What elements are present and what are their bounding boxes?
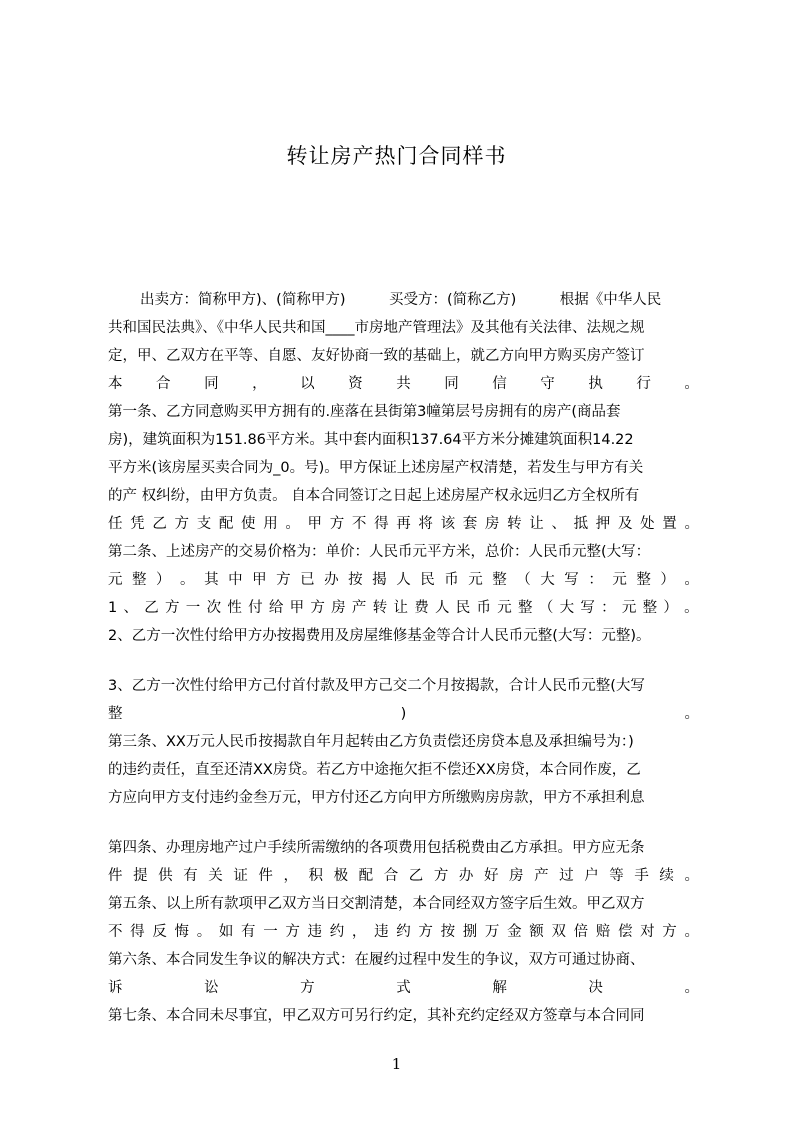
text-token: 甲 [307,516,323,532]
text-token: 产 [351,600,367,616]
text-token: 、 [551,516,566,532]
text-token: 写 [564,572,579,588]
text-token: 对 [640,924,655,940]
text-token: 已 [300,572,315,588]
text-token: 整 [642,600,658,616]
text-token: 转 [507,516,522,532]
text-token: 处 [640,516,655,532]
text-token: 不 [108,924,123,940]
text-token: 偿 [617,924,633,940]
text-token: 中 [228,572,243,588]
text-token: ） [660,572,675,588]
text-token: 元 [468,572,483,588]
text-token: 以 [300,376,315,392]
text-token: 方 [433,868,449,884]
paragraph-gap [108,650,699,672]
text-token: 次 [206,600,222,616]
justified-text-line [108,594,699,622]
text-token: 诉 [108,980,123,996]
text-token: 违 [307,924,323,940]
text-token: 套 [462,516,478,532]
text-token: 等 [609,868,624,884]
text-line: 的产 权纠纷，由甲方负责。 自本合同签订之日起上述房屋产权永远归乙方全权所有 [108,488,640,504]
text-token: 。 [684,868,699,884]
text-token: 不 [351,516,367,532]
text-line: 第四条、办理房地产过户手续所需缴纳的各项费用包括税费由乙方承担。甲方应无条 [108,840,645,856]
text-token: 违 [374,924,389,940]
text-token: 押 [595,516,611,532]
page-number: 1 [391,1055,402,1073]
text-token: 金 [507,924,522,940]
text-token: 其 [204,572,219,588]
text-token: 支 [196,516,212,532]
text-token: 人 [396,572,411,588]
text-token: 式 [396,980,411,996]
text-token: 转 [372,600,388,616]
text-token: 件 [258,868,273,884]
text-token: 方 [329,516,345,532]
text-token: 。 [684,980,699,996]
text-token: 同 [204,376,219,392]
text-token: 配 [218,516,234,532]
text-token: 行 [636,376,651,392]
text-token: 。 [684,376,699,392]
text-line: 第一条、乙方同意购买甲方拥有的.座落在县街第3幢第层号房拥有的房产(商品套 [108,404,621,420]
justified-text-line [108,974,699,1002]
text-token: 关 [208,868,223,884]
text-token: 约 [329,924,345,940]
text-token: 乙 [152,516,167,532]
text-token: 万 [484,924,500,940]
text-line: 第二条、上述房产的交易价格为：单价：人民币元平方米，总价：人民币元整(大写： [108,544,651,560]
text-line: 第六条、本合同发生争议的解决方式：在履约过程中发生的争议，双方可通过协商、 [108,952,645,968]
text-token: 合 [156,376,171,392]
text-token: 方 [662,924,677,940]
text-token: 极 [333,868,349,884]
text-token: 。 [684,706,699,722]
text-token: 给 [268,600,284,616]
text-token: 。 [285,516,300,532]
text-token: 任 [108,516,123,532]
text-token: 共 [396,376,411,392]
text-line: 出卖方：简称甲方)、(简称甲方) 买受方：(简称乙方) 根据《中华人民 [140,292,662,308]
text-token: 双 [551,924,566,940]
text-token: 乙 [408,868,424,884]
text-line: 方应向甲方支付违约金叁万元，甲方付还乙方向甲方所缴购房房款，甲方不承担利息 [108,790,645,806]
text-token: 再 [396,516,411,532]
text-token: 。 [684,572,699,588]
justified-text-line [108,700,699,728]
text-token: 反 [152,924,167,940]
text-token: 方 [174,516,190,532]
text-line: 2、乙方一次性付给甲方办按揭费用及房屋维修基金等合计人民币元整(大写：元整)。 [108,628,651,644]
text-token: 大 [559,600,575,616]
text-token: 方 [310,600,325,616]
text-token: 配 [358,868,374,884]
text-token: 及 [617,516,633,532]
text-token: 。 [684,600,699,616]
text-token: 方 [300,980,315,996]
text-token: 捌 [462,924,478,940]
text-token: 元 [108,572,123,588]
justified-text-line [108,510,699,538]
text-token: 用 [263,516,278,532]
text-token: 整 [132,572,147,588]
text-token: 供 [158,868,173,884]
text-token: 按 [440,924,456,940]
text-token: 执 [588,376,603,392]
text-token: 如 [218,924,234,940]
text-token: ， [283,868,298,884]
text-token: 户 [584,868,599,884]
text-token: 方 [276,572,291,588]
text-token: 产 [534,868,549,884]
text-token: 元 [497,600,512,616]
contract-body [108,286,699,1030]
text-token: 让 [393,600,408,616]
text-token: 手 [634,868,649,884]
text-token: 方 [285,924,300,940]
text-token: 1 [108,600,118,616]
text-token: 约 [396,924,411,940]
justified-text-line [108,566,699,594]
text-line: 3、乙方一次性付给甲方己付首付款及甲方己交二个月按揭款，合计人民币元整(大写 [108,678,645,694]
text-token: 凭 [130,516,145,532]
text-token: 办 [324,572,339,588]
text-token: 甲 [252,572,267,588]
text-line: 的违约责任，直至还清XX房贷。若乙方中途拖欠拒不偿还XX房贷，本合同作废，乙 [108,762,641,778]
text-token: 该 [440,516,456,532]
text-token: 有 [183,868,198,884]
text-token: 方 [418,924,433,940]
text-token: 元 [621,600,637,616]
text-token: 过 [559,868,574,884]
text-token: 整 [636,572,651,588]
text-token: 整 [492,572,507,588]
text-token: 币 [476,600,492,616]
text-token: ） [663,600,678,616]
text-token: 揭 [372,572,387,588]
text-token: 性 [227,600,242,616]
text-token: 。 [684,516,699,532]
text-token: 付 [248,600,263,616]
text-token: 有 [241,924,256,940]
text-token: 额 [529,924,544,940]
text-token: 倍 [573,924,589,940]
text-token: 整 [108,706,123,722]
text-token: 。 [180,572,195,588]
text-token: ： [601,600,616,616]
text-token: ) [400,706,407,722]
text-token: 同 [444,376,459,392]
text-token: 费 [414,600,429,616]
text-token: （ [516,572,531,588]
text-token: 整 [518,600,533,616]
text-token: 资 [348,376,363,392]
text-token: （ [538,600,554,616]
paragraph-gap [108,812,699,834]
text-line: 第三条、XX万元人民币按揭款自年月起转由乙方负责偿还房贷本息及承担编号为：) [108,734,634,750]
text-token: 方 [165,600,180,616]
document-title: 转让房产热门合同样书 [286,144,507,168]
text-token: 得 [374,516,389,532]
text-token: 讼 [204,980,219,996]
text-token: 。 [684,924,699,940]
text-line: 平方米(该房屋买卖合同为_0。号)。甲方保证上述房屋产权清楚，若发生与甲方有关 [108,460,644,476]
text-token: 民 [455,600,471,616]
text-line: 第五条、以上所有款项甲乙双方当日交割清楚，本合同经双方签字后生效。甲乙双方 [108,896,645,912]
justified-text-line [108,370,699,398]
text-token: 件 [108,868,123,884]
text-token: 使 [241,516,256,532]
text-token: 抵 [573,516,589,532]
text-line: 第七条、本合同未尽事宜，甲乙双方可另行约定，其补充约定经双方签章与本合同同 [108,1008,645,1024]
text-token: 决 [588,980,603,996]
text-token: 写 [580,600,595,616]
text-token: 房 [509,868,524,884]
text-token: 将 [418,516,433,532]
text-token: 提 [133,868,148,884]
text-token: 办 [458,868,474,884]
text-token: 好 [483,868,499,884]
text-token: 大 [540,572,555,588]
text-token: ， [351,924,367,940]
text-token: 人 [434,600,450,616]
text-token: 元 [612,572,627,588]
text-token: 乙 [144,600,159,616]
text-token: 一 [185,600,201,616]
text-token: 赔 [595,924,611,940]
justified-text-line [108,862,699,890]
text-token: 证 [233,868,248,884]
text-token: 、 [123,600,138,616]
text-token: 让 [529,516,544,532]
text-line: 共和国民法典》、《中华人民共和国____市房地产管理法》及其他有关法律、法规之规 [108,320,645,336]
text-token: ） [156,572,171,588]
text-token: ： [588,572,603,588]
text-token: 合 [383,868,399,884]
text-token: 置 [662,516,677,532]
text-token: 按 [348,572,363,588]
text-token: 守 [540,376,555,392]
text-token: 房 [331,600,346,616]
text-token: 积 [308,868,323,884]
text-token: ， [252,376,267,392]
text-token: 房 [484,516,500,532]
text-line: 房)，建筑面积为151.86平方米。其中套内面积137.64平方米分摊建筑面积14.22 [108,432,634,448]
text-token: 甲 [289,600,305,616]
justified-text-line [108,918,699,946]
text-token: 续 [659,868,674,884]
text-token: 。 [196,924,212,940]
text-token: 得 [130,924,145,940]
text-token: 悔 [174,924,190,940]
text-token: 解 [492,980,507,996]
text-token: 本 [108,376,123,392]
text-token: 币 [444,572,459,588]
text-token: 民 [420,572,435,588]
text-token: 一 [263,924,278,940]
text-line: 定，甲、乙双方在平等、自愿、友好协商一致的基础上，就乙方向甲方购买房产签订 [108,348,645,364]
text-token: 信 [492,376,507,392]
